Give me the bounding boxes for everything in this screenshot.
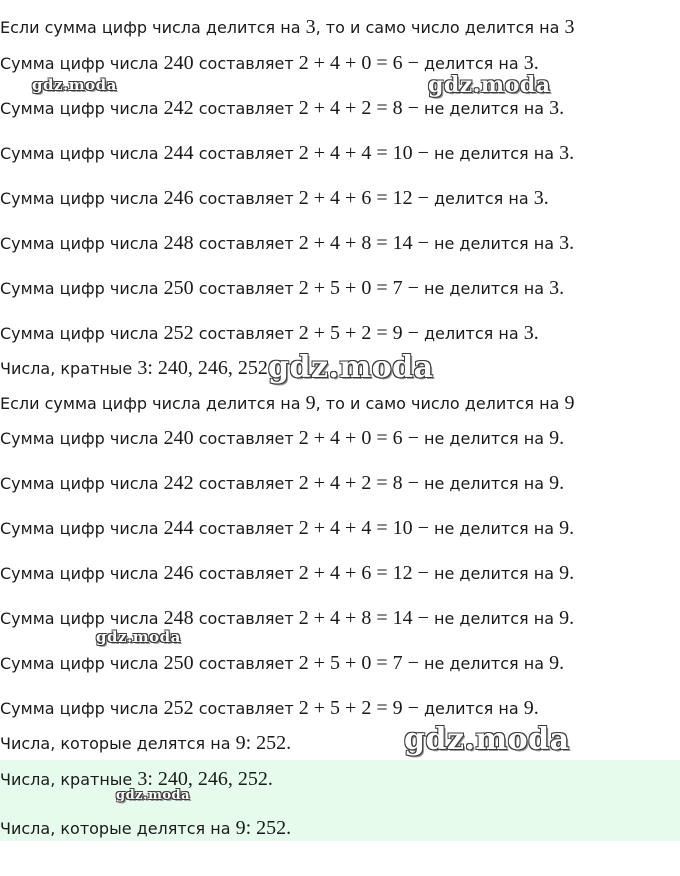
digit-sum-row (0, 697, 539, 720)
digit-sum-row (0, 427, 564, 450)
row-expr: 2 + 5 + 2 = 9 − (298, 697, 419, 719)
row-expr: 2 + 5 + 2 = 9 − (298, 322, 419, 344)
row-mid: составляет (193, 189, 299, 208)
digit-sum-row (0, 277, 564, 300)
watermark: gdz.moda (116, 788, 191, 803)
row-mid: составляет (193, 564, 299, 583)
row-prefix: Сумма цифр числа (0, 609, 164, 628)
row-num: 240 (163, 427, 194, 449)
row-prefix: Сумма цифр числа (0, 699, 164, 718)
row-verdict: не делится на (418, 474, 550, 493)
row-prefix: Сумма цифр числа (0, 144, 164, 163)
row-mid: составляет (193, 609, 299, 628)
row-verdict: не делится на (418, 429, 550, 448)
digit-sum-row (0, 562, 574, 585)
row-verdict: делится на (428, 189, 534, 208)
row-num: 246 (163, 187, 194, 209)
row-num: 242 (163, 472, 194, 494)
row-prefix: Сумма цифр числа (0, 54, 164, 73)
row-d: 3. (549, 277, 565, 299)
digit-sum-row (0, 472, 564, 495)
row-mid: составляет (193, 279, 299, 298)
conclusion-9: Числа, которые делятся на 9: 252. (0, 732, 292, 754)
row-d: 9. (549, 472, 565, 494)
row-d: 3. (549, 97, 565, 119)
answer-line-2: Числа, которые делятся на 9: 252. (0, 817, 292, 839)
row-d: 9. (549, 427, 565, 449)
row-verdict: не делится на (418, 99, 550, 118)
row-expr: 2 + 4 + 0 = 6 − (298, 427, 419, 449)
row-mid: составляет (193, 99, 299, 118)
digit-sum-row (0, 187, 549, 210)
row-prefix: Сумма цифр числа (0, 654, 164, 673)
row-prefix: Сумма цифр числа (0, 324, 164, 343)
row-mid: составляет (193, 699, 299, 718)
row-d: 3. (523, 322, 539, 344)
row-expr: 2 + 5 + 0 = 7 − (298, 652, 419, 674)
row-verdict: не делится на (428, 144, 560, 163)
digit-sum-row (0, 232, 574, 255)
watermark: gdz.moda (268, 350, 434, 385)
row-prefix: Сумма цифр числа (0, 279, 164, 298)
row-expr: 2 + 4 + 2 = 8 − (298, 97, 419, 119)
row-num: 244 (163, 517, 194, 539)
row-expr: 2 + 4 + 0 = 6 − (298, 52, 419, 74)
watermark: gdz.moda (428, 72, 551, 98)
row-expr: 2 + 4 + 2 = 8 − (298, 472, 419, 494)
digit-sum-row (0, 97, 564, 120)
row-prefix: Сумма цифр числа (0, 99, 164, 118)
row-num: 250 (163, 277, 194, 299)
row-prefix: Сумма цифр числа (0, 189, 164, 208)
row-d: 9. (559, 562, 575, 584)
row-verdict: не делится на (418, 654, 550, 673)
row-num: 244 (163, 142, 194, 164)
rule-9: Если сумма цифр числа делится на 9, то и само число делится на 9 (0, 392, 575, 414)
row-num: 250 (163, 652, 194, 674)
row-verdict: делится на (418, 54, 524, 73)
row-expr: 2 + 4 + 8 = 14 − (298, 607, 429, 629)
digit-sum-row (0, 517, 574, 540)
row-d: 3. (523, 52, 539, 74)
row-mid: составляет (193, 144, 299, 163)
row-mid: составляет (193, 54, 299, 73)
row-prefix: Сумма цифр числа (0, 564, 164, 583)
row-prefix: Сумма цифр числа (0, 519, 164, 538)
row-num: 252 (163, 322, 194, 344)
row-d: 3. (533, 187, 549, 209)
row-num: 248 (163, 607, 194, 629)
row-num: 246 (163, 562, 194, 584)
watermark: gdz.moda (96, 628, 181, 646)
row-prefix: Сумма цифр числа (0, 474, 164, 493)
row-verdict: не делится на (428, 564, 560, 583)
row-prefix: Сумма цифр числа (0, 234, 164, 253)
digit-sum-row (0, 322, 539, 345)
row-d: 9. (523, 697, 539, 719)
row-expr: 2 + 4 + 6 = 12 − (298, 187, 429, 209)
row-expr: 2 + 5 + 0 = 7 − (298, 277, 419, 299)
digit-sum-row (0, 607, 574, 630)
row-verdict: не делится на (428, 519, 560, 538)
row-verdict: не делится на (418, 279, 550, 298)
row-expr: 2 + 4 + 4 = 10 − (298, 517, 429, 539)
row-mid: составляет (193, 474, 299, 493)
row-verdict: не делится на (428, 609, 560, 628)
row-d: 9. (559, 607, 575, 629)
row-expr: 2 + 4 + 6 = 12 − (298, 562, 429, 584)
row-mid: составляет (193, 324, 299, 343)
row-num: 248 (163, 232, 194, 254)
row-num: 252 (163, 697, 194, 719)
digit-sum-row (0, 652, 564, 675)
row-mid: составляет (193, 429, 299, 448)
row-mid: составляет (193, 234, 299, 253)
row-d: 9. (559, 517, 575, 539)
watermark: gdz.moda (404, 722, 570, 757)
row-d: 3. (559, 232, 575, 254)
row-d: 9. (549, 652, 565, 674)
row-verdict: делится на (418, 699, 524, 718)
row-mid: составляет (193, 654, 299, 673)
rule-3: Если сумма цифр числа делится на 3, то и само число делится на 3 (0, 16, 575, 38)
digit-sum-row (0, 142, 574, 165)
conclusion-3: Числа, кратные 3: 240, 246, 252. (0, 357, 273, 379)
row-prefix: Сумма цифр числа (0, 429, 164, 448)
row-mid: составляет (193, 519, 299, 538)
row-expr: 2 + 4 + 4 = 10 − (298, 142, 429, 164)
row-d: 3. (559, 142, 575, 164)
row-verdict: делится на (418, 324, 524, 343)
row-verdict: не делится на (428, 234, 560, 253)
row-num: 240 (163, 52, 194, 74)
row-num: 242 (163, 97, 194, 119)
watermark: gdz.moda (32, 76, 117, 94)
digit-sum-row (0, 52, 539, 75)
answer-line-1: Числа, кратные 3: 240, 246, 252. (0, 768, 273, 790)
row-expr: 2 + 4 + 8 = 14 − (298, 232, 429, 254)
